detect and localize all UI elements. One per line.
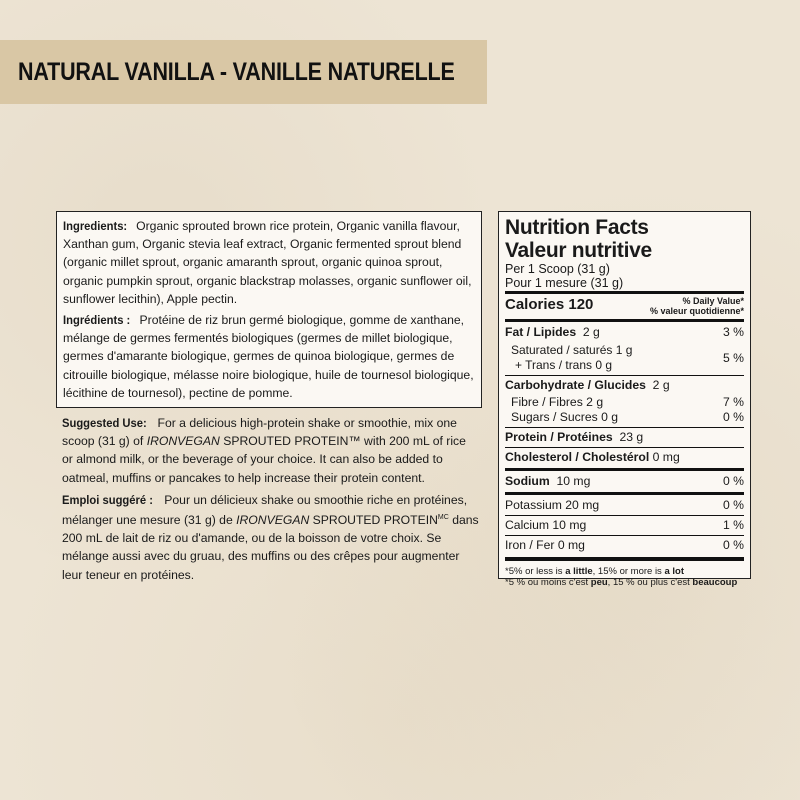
nf-fat-dv: 3 %: [722, 325, 744, 339]
nf-trans-label: + Trans / trans 0 g: [515, 358, 613, 372]
nf-protein-amount: 23 g: [619, 430, 644, 444]
nf-carb-amount: 2 g: [652, 378, 670, 392]
nf-carb-label: Carbohydrate / Glucides: [505, 378, 646, 392]
nf-chol-label: Cholesterol / Cholestérol: [505, 450, 650, 464]
nf-fibre-label: Fibre / Fibres 2 g: [511, 395, 604, 409]
product-title: NATURAL VANILLA - VANILLE NATURELLE: [18, 58, 455, 86]
nf-iron-row: [505, 536, 744, 555]
nf-fat-row: [505, 323, 744, 342]
nf-sat-dv: 5 %: [722, 351, 744, 365]
nf-calcium-label: Calcium 10 mg: [505, 518, 587, 532]
nf-foot-fr-b2: beaucoup: [692, 577, 738, 588]
ingredients-fr-text: Protéine de riz brun germé biologique, gomme de xanthane, mélange de germes fermentés biologiques (germes de millet biologique, germes d'amarante biologique, germes de quinoa biologique, germes de citrouille biologique, mélasse noire biologique, huile de tournesol biologique, lécithine de tournesol), pectine de pomme.: [63, 313, 474, 400]
ingredients-en-text: Organic sprouted brown rice protein, Organic vanilla flavour, Xanthan gum, Organic stevia leaf extract, Organic fermented sprout blend (organic millet sprout, organic amaranth sprout, organic quinoa sprout, organic pumpkin sprout, organic blackstrap molasses, organic sunflower oil, sunflower lecithin), Apple pectin.: [63, 219, 472, 306]
title-banner: [0, 40, 487, 104]
nf-sodium-amount: 10 mg: [556, 474, 591, 488]
nutrition-facts-panel: [498, 211, 751, 588]
nf-fat-label: Fat / Lipides: [505, 325, 577, 339]
nf-sat-trans-row: [505, 342, 744, 375]
usage-section: [62, 414, 480, 588]
nf-sugars-row: [505, 410, 744, 427]
nf-protein-label: Protein / Protéines: [505, 430, 613, 444]
nf-cholesterol-row: [505, 448, 744, 467]
usage-en-label: Suggested Use:: [62, 416, 147, 430]
usage-fr-text-3: dans 200 mL de lait de riz ou d'amande, ou de la boisson de votre choix. Se mélange aussi avec du gruau, des muffins ou des crêpes pour augmenter leur teneur en protéines.: [62, 513, 479, 582]
nf-fibre-dv: 7 %: [722, 395, 744, 409]
usage-en-text-2: SPROUTED PROTEIN™ with 200 mL of rice or almond milk, or the beverage of your choice. It can also be added to oatmeal, muffins or pancakes to help increase their protein content.: [62, 434, 466, 485]
nf-foot-en-2: , 15% or more is: [592, 566, 665, 577]
nf-calories: Calories 120: [505, 296, 594, 313]
nf-sodium-dv: 0 %: [722, 474, 744, 488]
nf-footnote: [505, 563, 744, 588]
nf-footnote-fr: [505, 577, 744, 588]
nf-sodium-row: [505, 472, 744, 491]
usage-fr-mc: MC: [437, 514, 449, 522]
nf-sodium-label: Sodium: [505, 474, 550, 488]
nf-calories-row: [505, 295, 744, 318]
nf-carb-row: [505, 376, 744, 395]
ingredients-fr: [63, 311, 475, 402]
nf-foot-en-b1: a little: [565, 566, 593, 577]
usage-fr: [62, 491, 480, 584]
nf-potassium-label: Potassium 20 mg: [505, 498, 600, 512]
usage-fr-text-1: Pour un délicieux shake ou smoothie riche en protéines, mélanger une mesure (31 g) de: [62, 492, 468, 528]
nf-calcium-dv: 1 %: [722, 518, 744, 532]
nf-chol-amount: 0 mg: [652, 450, 680, 464]
nf-protein-row: [505, 428, 744, 447]
nf-divider: [505, 319, 744, 322]
nf-dv-fr: % valeur quotidienne*: [649, 306, 744, 316]
nf-fibre-row: [505, 395, 744, 410]
usage-fr-label: Emploi suggéré :: [62, 492, 153, 507]
nf-sat-label: Saturated / saturés 1 g: [511, 343, 633, 357]
nf-divider: [505, 557, 744, 561]
usage-en-text-1: For a delicious high-protein shake or smoothie, mix one scoop (31 g) of: [62, 416, 457, 449]
nf-foot-fr-b1: peu: [590, 577, 608, 588]
nf-divider: [505, 468, 744, 471]
usage-fr-brand: IRONVEGAN: [236, 513, 310, 528]
usage-fr-text-2: SPROUTED PROTEIN: [309, 513, 438, 528]
nf-title-en: Nutrition Facts: [505, 216, 649, 239]
nf-foot-en-b2: a lot: [664, 566, 684, 577]
nf-foot-fr-2: , 15 % ou plus c'est: [607, 577, 693, 588]
nf-divider: [505, 291, 744, 294]
nf-footnote-en: [505, 566, 744, 577]
ingredients-fr-label: Ingrédients :: [63, 313, 131, 328]
nf-fat-amount: 2 g: [582, 325, 600, 339]
usage-en: [62, 414, 480, 487]
nf-serving-en: Per 1 Scoop (31 g): [505, 262, 610, 276]
nf-sugars-dv: 0 %: [722, 410, 744, 424]
nf-title-fr: Valeur nutritive: [505, 239, 652, 262]
nf-sugars-label: Sugars / Sucres 0 g: [511, 410, 619, 424]
nf-serving-fr: Pour 1 mesure (31 g): [505, 276, 624, 290]
nf-foot-fr-1: *5 % ou moins c'est: [505, 577, 591, 588]
nf-dv-en: % Daily Value*: [682, 296, 744, 306]
nf-potassium-row: [505, 496, 744, 515]
nf-iron-label: Iron / Fer 0 mg: [505, 538, 585, 552]
ingredients-en: [63, 217, 475, 308]
ingredients-en-label: Ingredients:: [63, 219, 128, 233]
ingredients-box: [56, 211, 482, 408]
nf-dv-header: [650, 296, 744, 316]
nf-foot-en-1: *5% or less is: [505, 566, 566, 577]
nf-divider: [505, 492, 744, 495]
nf-potassium-dv: 0 %: [722, 498, 744, 512]
usage-en-brand: IRONVEGAN: [146, 434, 220, 449]
nf-calcium-row: [505, 516, 744, 535]
nf-iron-dv: 0 %: [722, 538, 744, 552]
